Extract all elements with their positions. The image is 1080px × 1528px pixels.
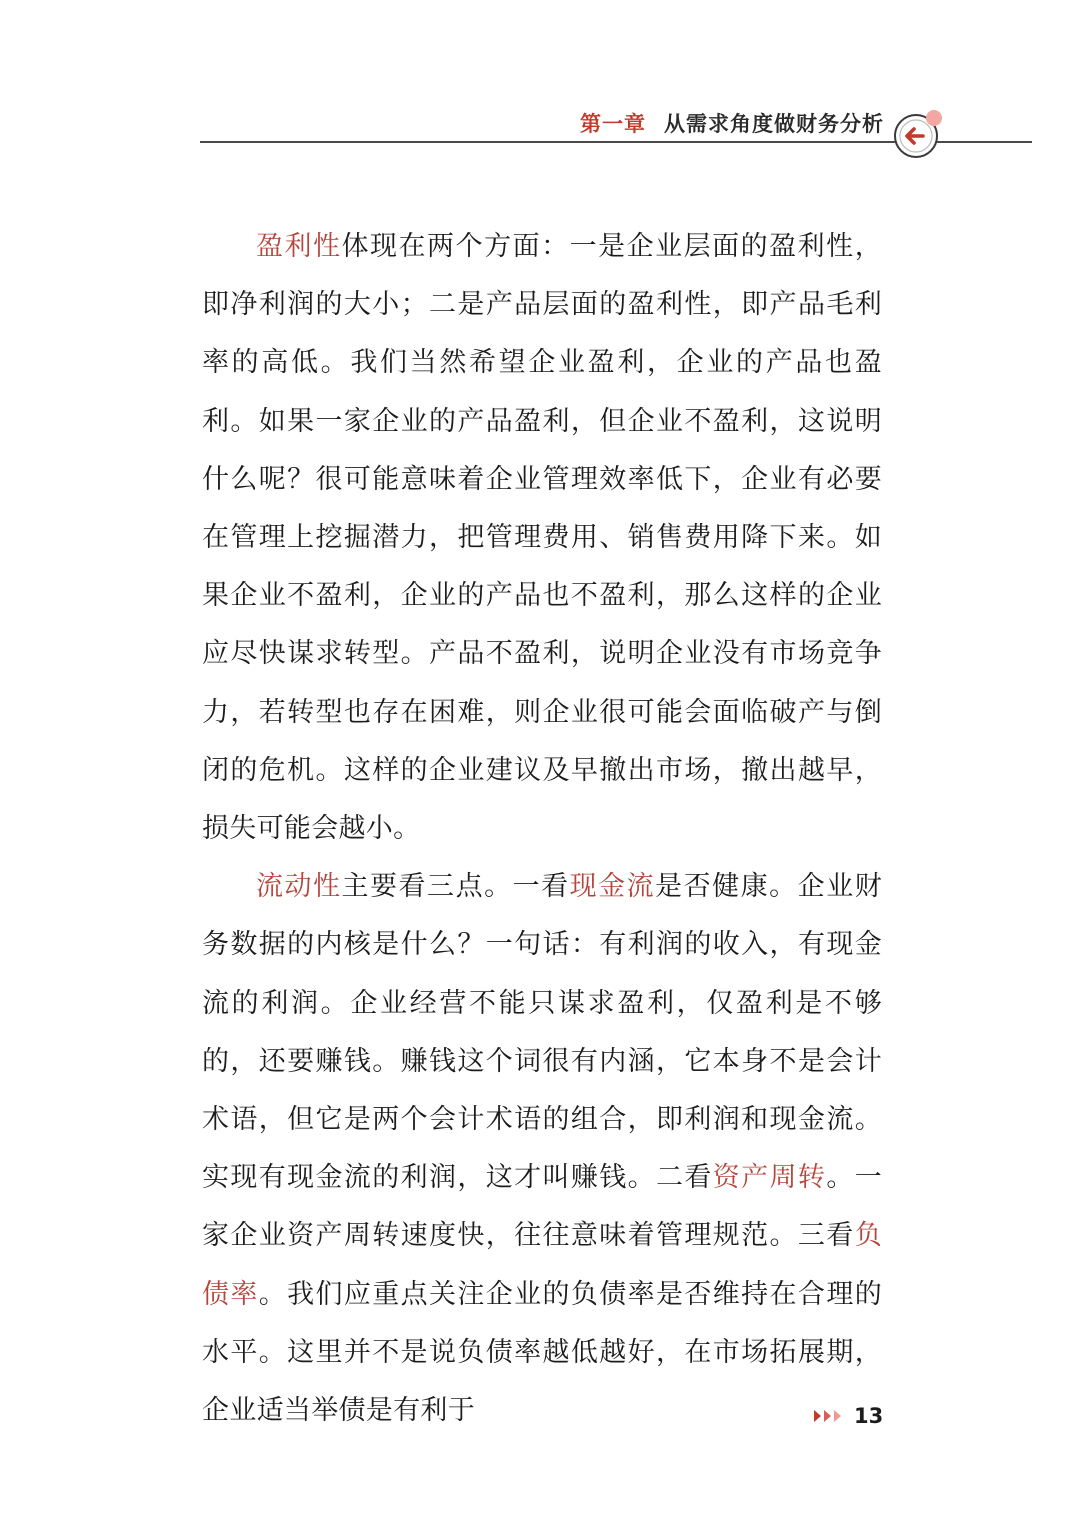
triple-chevron-right-icon <box>812 1407 848 1425</box>
page-number: 13 <box>854 1404 884 1428</box>
paragraph <box>202 858 882 1440</box>
paragraph-text: 体现在两个方面：一是企业层面的盈利性，即净利润的大小；二是产品层面的盈利性，即产品毛利率的高低。我们当然希望企业盈利，企业的产品也盈利。如果一家企业的产品盈利，但企业不盈利，这说明什么呢？很可能意味着企业管理效率低下，企业有必要在管理上挖掘潜力，把管理费用、销售费用降下来。如果企业不盈利，企业的产品也不盈利，那么这样的企业应尽快谋求转型。产品不盈利，说明企业没有市场竞争力，若转型也存在困难，则企业很可能会面临破产与倒闭的危机。这样的企业建议及早撤出市场，撤出越早，损失可能会越小。 <box>202 231 882 845</box>
chapter-number: 第一章 <box>580 112 646 136</box>
page-footer <box>812 1404 883 1438</box>
highlighted-term: 资产周转 <box>712 1162 827 1194</box>
paragraph-text: 是否健康。企业财务数据的内核是什么？一句话：有利润的收入，有现金流的利润。企业经营不能只谋求盈利，仅盈利是不够的，还要赚钱。赚钱这个词很有内涵，它本身不是会计术语，但它是两个会计术语的组合，即利润和现金流。实现有现金流的利润，这才叫赚钱。二看 <box>202 871 882 1194</box>
page-header <box>0 104 1080 164</box>
body-text <box>202 218 882 1440</box>
chapter-title: 从需求角度做财务分析 <box>664 112 884 136</box>
paragraph <box>202 218 882 858</box>
running-head <box>580 108 884 138</box>
paragraph-text: 主要看三点。一看 <box>341 871 570 903</box>
paragraph-text: 。一家企业资产周转速度快，往往意味着管理规范。三看 <box>202 1162 882 1252</box>
left-arrow-circle-icon <box>890 106 946 162</box>
paragraph-text: 。我们应重点关注企业的负债率是否维持在合理的水平。这里并不是说负债率越低越好，在市场拓展期，企业适当举债是有利于 <box>202 1278 882 1427</box>
highlighted-term: 盈利性 <box>256 231 342 262</box>
highlighted-term: 现金流 <box>569 871 656 903</box>
highlighted-term: 流动性 <box>256 871 342 903</box>
highlighted-term: 负债率 <box>202 1220 882 1310</box>
